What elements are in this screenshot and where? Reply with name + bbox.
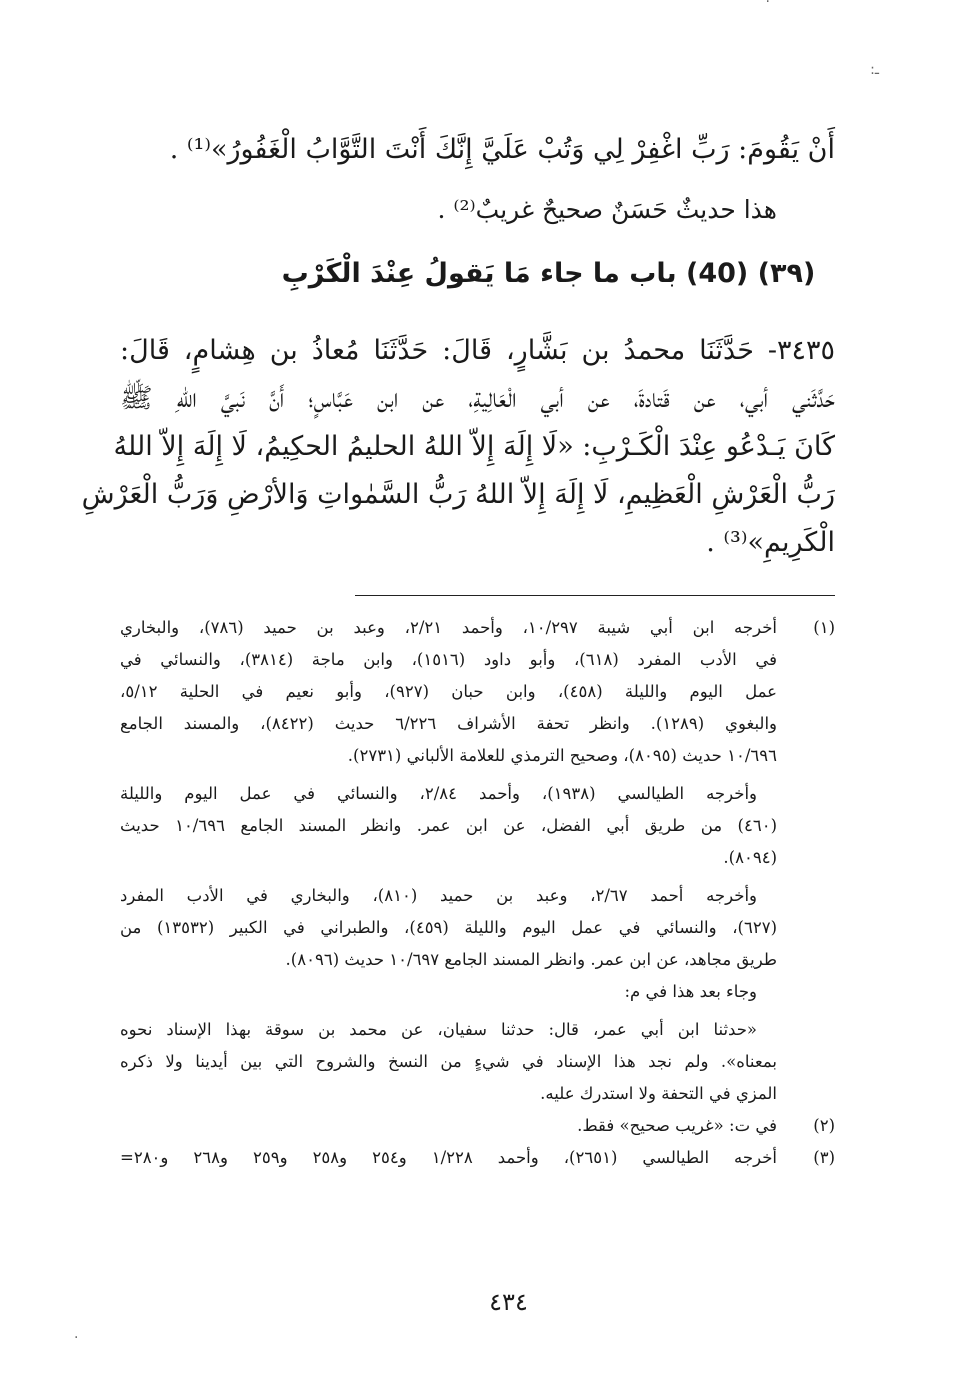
hadith-line: الْكَرِيمِ»⁽³⁾ . bbox=[706, 527, 835, 558]
footnote-line: (٨٠٩٤). bbox=[723, 848, 777, 867]
hadith-line: حَدَّثَني أبي، عن قَتادةَ، عن أبي الْعَالِيةِ، عن ابن عَبَّاسٍ؛ أَنَّ نَبيَّ اللهِ ﷺ bbox=[120, 383, 835, 414]
hadith-line: ٣٤٣٥- حَدَّثَنَا محمدُ بن بَشَّارٍ، قَالَ: حَدَّثَنَا مُعاذُ بن هِشامٍ، قَالَ: bbox=[120, 335, 835, 366]
grading-line: هذا حديثٌ حَسَنٌ صحيحٌ غريبٌ⁽²⁾ . bbox=[437, 195, 777, 224]
corner-mark: ـ: bbox=[870, 62, 879, 78]
top-mark: · bbox=[765, 0, 770, 10]
footnote-line: «حدثنا ابن أبي عمر، قال: حدثنا سفيان، عن محمد بن سوقة بهذا الإسناد نحوه bbox=[120, 1020, 757, 1039]
page-number: ٤٣٤ bbox=[489, 1288, 528, 1316]
footnote-line: (٦٢٧)، والنسائي في عمل اليوم والليلة (٤٥٩)، والطبراني في الكبير (١٣٥٣٢) من bbox=[120, 918, 777, 937]
footnote-number: (٣) bbox=[813, 1148, 835, 1167]
footnote-line: المزي في التحفة ولا استدرك عليه. bbox=[540, 1084, 777, 1103]
footnote-line: والبغوي (١٢٨٩). وانظر تحفة الأشراف ٦/٢٢٦ حديث (٨٤٢٢)، والمسند الجامع bbox=[120, 714, 778, 733]
footnote-number: (٢) bbox=[813, 1116, 835, 1135]
hadith-line: كَانَ يَـدْعُو عِنْدَ الْكَـرْبِ: «لَا إِلَهَ إِلاّ اللهُ الحليمُ الحكِيمُ، لَا إِلَهَ إِلاّ اللهُ bbox=[113, 431, 835, 462]
footnote-3 bbox=[120, 1142, 835, 1174]
hadith-line: رَبُّ الْعَرْشِ الْعَظِيمِ، لَا إِلَهَ إِلاّ اللهُ رَبُّ السَّمٰواتِ وَالأرْضِ وَرَبُّ الْعَرْشِ bbox=[81, 479, 835, 510]
text-line-1: أَنْ يَقُومَ: رَبِّ اغْفِرْ لِي وَتُبْ عَلَيَّ إِنَّكَ أَنْتَ التَّوَّابُ الْغَفُورُ»⁽¹⁾ . bbox=[169, 134, 835, 165]
footnote-number: (١) bbox=[813, 618, 835, 637]
footnote-line: أخرجه ابن أبي شيبة ١٠/٢٩٧، وأحمد ٢/٢١، وعبد بن حميد (٧٨٦)، والبخاري bbox=[120, 618, 777, 637]
footnote-separator bbox=[355, 595, 835, 596]
footnote-line: بمعناه». ولم نجد هذا الإسناد في شيءٍ من النسخ والشروح التي بين أيدينا ولا ذكره bbox=[120, 1052, 777, 1071]
footnote-line: عمل اليوم والليلة (٤٥٨)، وابن حبان (٩٢٧)، وأبو نعيم في الحلية ٥/١٢، bbox=[120, 682, 778, 701]
footnote-line: وأخرجه أحمد ٢/٦٧، وعبد بن حميد (٨١٠)، والبخاري في الأدب المفرد bbox=[120, 886, 757, 905]
footnote-line: في الأدب المفرد (٦١٨)، وأبو داود (١٥١٦)، وابن ماجة (٣٨١٤)، والنسائي في bbox=[120, 650, 778, 669]
footnote-line: في ت: «غريب صحيح» فقط. bbox=[577, 1116, 777, 1135]
footnote-line: ١٠/٦٩٦ حديث (٨٠٩٥)، وصحيح الترمذي للعلامة الألباني (٢٧٣١). bbox=[347, 746, 777, 765]
footnote-line: (٤٦٠) من طريق أبي الفضل، عن ابن عمر. وانظر المسند الجامع ١٠/٦٩٦ حديث bbox=[120, 816, 778, 835]
footnote-line: طريق مجاهد، عن ابن عمر. وانظر المسند الجامع ١٠/٦٩٧ حديث (٨٠٩٦). bbox=[285, 950, 777, 969]
footnote-line: وجاء بعد هذا في م: bbox=[624, 982, 757, 1001]
footnotes bbox=[120, 612, 835, 1174]
footnote-1 bbox=[120, 612, 835, 1110]
hadith-paragraph bbox=[81, 327, 835, 567]
footnote-2 bbox=[120, 1110, 835, 1142]
bottom-mark: · bbox=[74, 1330, 79, 1346]
footnote-line: أخرجه الطيالسي (٢٦٥١)، وأحمد ١/٢٢٨ و٢٥٤ و٢٥٨ و٢٥٩ و٢٦٨ و٢٨٠= bbox=[120, 1148, 777, 1167]
footnote-line: وأخرجه الطيالسي (١٩٣٨)، وأحمد ٢/٨٤، والنسائي في عمل اليوم والليلة bbox=[120, 784, 757, 803]
chapter-heading: (٣٩) (40) باب ما جاء مَا يَقولُ عِنْدَ الْكَرْبِ bbox=[281, 258, 816, 289]
